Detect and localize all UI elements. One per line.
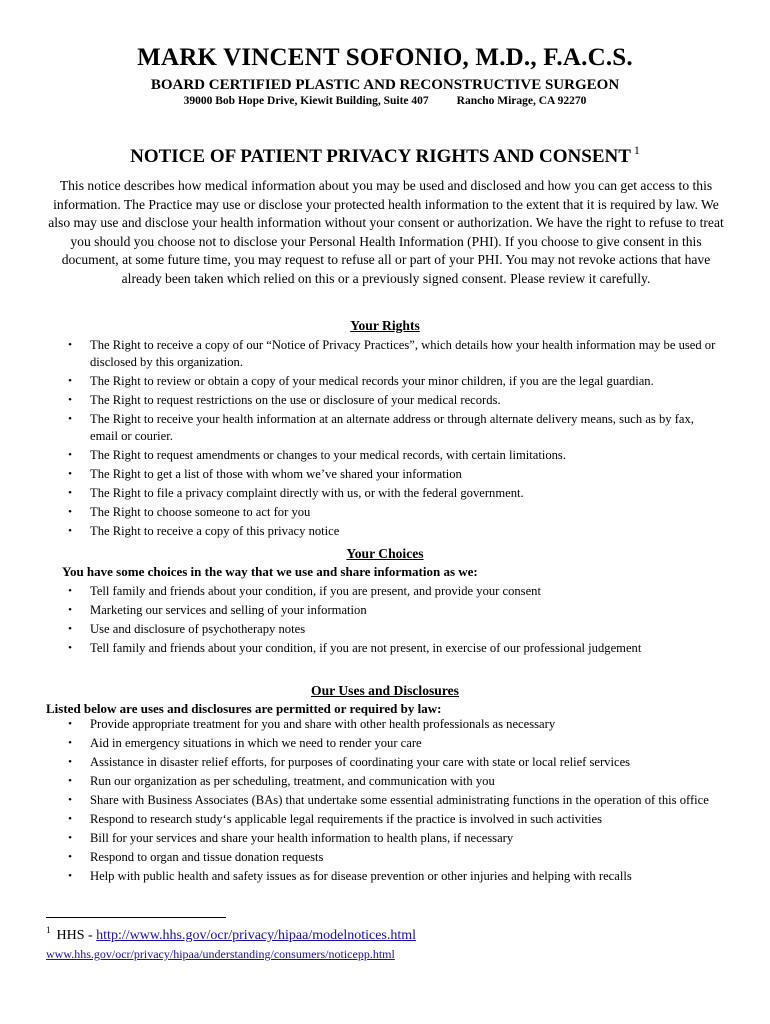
list-item: [64, 830, 724, 847]
bullet-icon: •: [68, 506, 72, 518]
footnote-prefix: HHS -: [56, 928, 97, 943]
list-item: [64, 373, 724, 390]
notice-title: [0, 143, 770, 168]
list-item: [64, 485, 724, 502]
list-item-text: The Right to receive a copy of this privacy notice: [90, 524, 340, 538]
list-item-text: The Right to receive your health information at an alternate address or through alternate delivery means, such as by fax, email or courier.: [90, 412, 694, 443]
bullet-icon: •: [68, 413, 72, 425]
bullet-icon: •: [68, 832, 72, 844]
hhs-noticepp-link[interactable]: www.hhs.gov/ocr/privacy/hipaa/understanding/consumers/noticepp.html: [46, 947, 395, 961]
list-item: [64, 868, 724, 885]
list-item: [64, 640, 724, 657]
list-item-text: Help with public health and safety issues as for disease prevention or other injuries and helping with recalls: [90, 869, 632, 883]
uses-list: [64, 716, 724, 887]
bullet-icon: •: [68, 487, 72, 499]
list-item: [64, 716, 724, 733]
list-item-text: Respond to organ and tissue donation requests: [90, 850, 324, 864]
bullet-icon: •: [68, 375, 72, 387]
footnote-divider: [46, 917, 226, 918]
rights-heading: Your Rights: [350, 318, 420, 333]
list-item-text: Tell family and friends about your condition, if you are not present, in exercise of our professional judgement: [90, 641, 642, 655]
list-item-text: The Right to get a list of those with whom we’ve shared your information: [90, 467, 462, 481]
bullet-icon: •: [68, 525, 72, 537]
bullet-icon: •: [68, 794, 72, 806]
footnote-marker: 1: [46, 925, 51, 935]
list-item: [64, 811, 724, 828]
bullet-icon: •: [68, 339, 72, 351]
list-item-text: Share with Business Associates (BAs) that undertake some essential administrating functions in the operation of this office: [90, 793, 709, 807]
address-street: 39000 Bob Hope Drive, Kiewit Building, Suite 407: [183, 95, 429, 107]
list-item-text: The Right to request restrictions on the use or disclosure of your medical records.: [90, 393, 501, 407]
bullet-icon: •: [68, 604, 72, 616]
list-item-text: Assistance in disaster relief efforts, for purposes of coordinating your care with state or local relief services: [90, 755, 631, 769]
choices-heading: Your Choices: [346, 546, 424, 561]
rights-list: [64, 337, 724, 542]
bullet-icon: •: [68, 642, 72, 654]
bullet-icon: •: [68, 623, 72, 635]
notice-intro-paragraph: This notice describes how medical information about you may be used and disclosed and how you can get access to this information. The Practice may use or disclose your protected health information to the extent that it is required by law. We also may use and disclose your health information without your consent or authorization. We have the right to refuse to treat you should you choose not to disclose your Personal Health Information (PHI). If you choose to give consent in this document, at some future time, you may request to refuse all or part of your PHI. You may not revoke actions that have already been taken which relied on this or a previously signed consent. Please review it carefully.: [48, 178, 724, 286]
uses-lead: Listed below are uses and disclosures are permitted or required by law:: [46, 701, 442, 716]
bullet-icon: •: [68, 851, 72, 863]
bullet-icon: •: [68, 756, 72, 768]
list-item: [64, 447, 724, 464]
list-item: [64, 792, 724, 809]
bullet-icon: •: [68, 394, 72, 406]
list-item-text: Bill for your services and share your health information to health plans, if necessary: [90, 831, 514, 845]
list-item-text: Marketing our services and selling of your information: [90, 603, 367, 617]
list-item-text: Provide appropriate treatment for you and share with other health professionals as necessary: [90, 717, 556, 731]
bullet-icon: •: [68, 468, 72, 480]
list-item: [64, 392, 724, 409]
list-item-text: Aid in emergency situations in which we need to render your care: [90, 736, 422, 750]
bullet-icon: •: [68, 585, 72, 597]
notice-title-text: NOTICE OF PATIENT PRIVACY RIGHTS AND CONSENT: [130, 146, 631, 167]
choices-lead: You have some choices in the way that we use and share information as we:: [62, 564, 478, 579]
list-item: [64, 504, 724, 521]
list-item-text: The Right to file a privacy complaint directly with us, or with the federal government.: [90, 486, 524, 500]
bullet-icon: •: [68, 870, 72, 882]
list-item: [64, 754, 724, 771]
list-item-text: The Right to choose someone to act for you: [90, 505, 311, 519]
list-item: [64, 523, 724, 540]
list-item-text: The Right to receive a copy of our “Notice of Privacy Practices”, which details how your health information may be used or disclosed by this organization.: [90, 338, 716, 369]
list-item: [64, 337, 724, 371]
list-item: [64, 735, 724, 752]
bullet-icon: •: [68, 775, 72, 787]
list-item: [64, 602, 724, 619]
hhs-model-notices-link[interactable]: http://www.hhs.gov/ocr/privacy/hipaa/modelnotices.html: [96, 928, 417, 943]
bullet-icon: •: [68, 718, 72, 730]
list-item-text: Respond to research study‘s applicable legal requirements if the practice is involved in such activities: [90, 812, 602, 826]
list-item: [64, 466, 724, 483]
bullet-icon: •: [68, 449, 72, 461]
footnote-line: [46, 925, 416, 944]
uses-heading: Our Uses and Disclosures: [311, 683, 459, 698]
address-city: Rancho Mirage, CA 92270: [456, 95, 587, 107]
list-item: [64, 411, 724, 445]
list-item-text: The Right to request amendments or changes to your medical records, with certain limitations.: [90, 448, 566, 462]
bullet-icon: •: [68, 813, 72, 825]
list-item: [64, 621, 724, 638]
bullet-icon: •: [68, 737, 72, 749]
list-item: [64, 773, 724, 790]
choices-list: [64, 583, 724, 659]
doctor-credentials: BOARD CERTIFIED PLASTIC AND RECONSTRUCTIVE SURGEON: [150, 77, 620, 93]
list-item-text: The Right to review or obtain a copy of your medical records your minor children, if you are the legal guardian.: [90, 374, 654, 388]
footnote-reference: 1: [633, 143, 640, 157]
list-item-text: Tell family and friends about your condition, if you are present, and provide your consent: [90, 584, 541, 598]
list-item: [64, 849, 724, 866]
doctor-name: MARK VINCENT SOFONIO, M.D., F.A.C.S.: [137, 44, 633, 71]
list-item-text: Run our organization as per scheduling, treatment, and communication with you: [90, 774, 495, 788]
list-item-text: Use and disclosure of psychotherapy notes: [90, 622, 306, 636]
list-item: [64, 583, 724, 600]
practice-address: [0, 95, 770, 107]
